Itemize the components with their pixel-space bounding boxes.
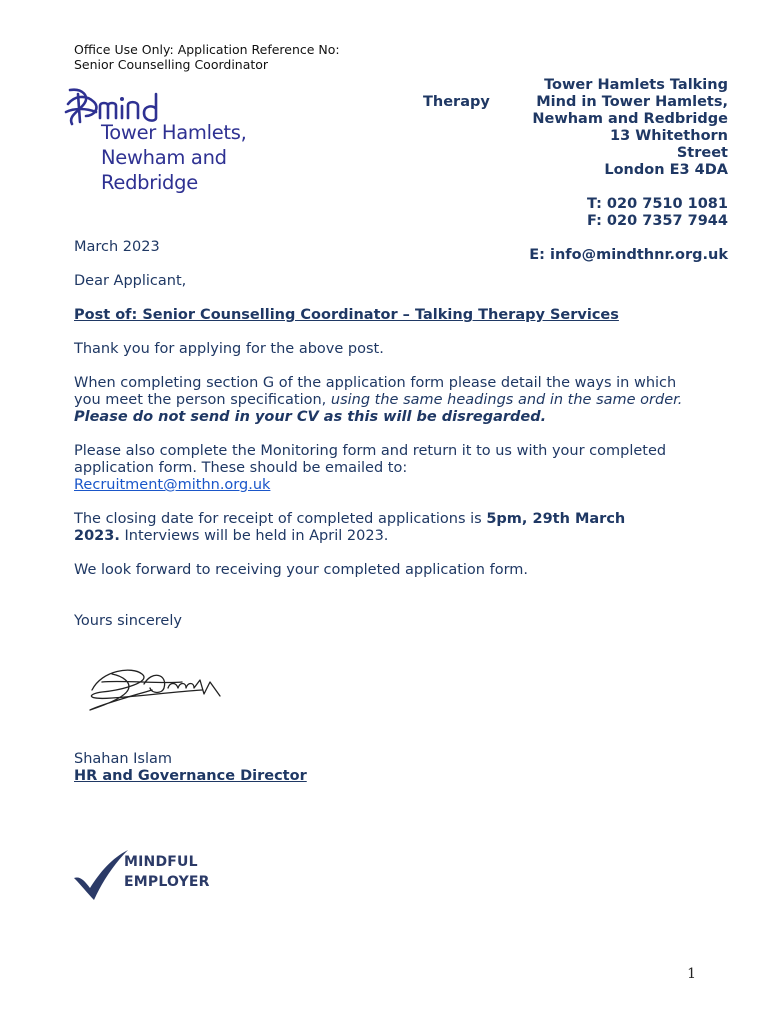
mindful-employer-logo (72, 848, 212, 904)
closing: Yours sincerely (74, 613, 182, 629)
page-number: 1 (687, 966, 696, 982)
section-g-italic: using the same headings and in the same order. (330, 392, 683, 408)
signatory-title: HR and Governance Director (74, 768, 307, 784)
closing-date-text: The closing date for receipt of completed applications is (74, 511, 487, 527)
address-line-2: Mind in Tower Hamlets, (536, 94, 728, 110)
letter-date: March 2023 (74, 239, 160, 255)
checkmark-icon (72, 848, 130, 902)
office-use-line-1: Office Use Only: Application Reference No: (74, 42, 340, 57)
office-use-note (74, 43, 340, 72)
paragraph-section-g (74, 375, 694, 426)
logo-location-line-3: Redbridge (101, 171, 198, 194)
closing-date-2: 2023. (74, 528, 120, 544)
address-fax: F: 020 7357 7944 (586, 213, 728, 229)
logo-location (101, 120, 247, 195)
section-g-text: When completing section G of the application form please detail the ways in which you meet the person specification, (74, 375, 677, 408)
mindful-employer-line-1: MINDFUL (124, 854, 198, 870)
mindful-employer-line-2: EMPLOYER (124, 874, 210, 890)
recruitment-email-link[interactable]: Recruitment@mithn.org.uk (74, 477, 271, 493)
address-phone: T: 020 7510 1081 (586, 196, 728, 212)
organisation-address (529, 77, 728, 264)
signatory-name: Shahan Islam (74, 751, 173, 767)
paragraph-monitoring (74, 443, 694, 494)
address-therapy-word: Therapy (423, 94, 490, 110)
address-email: E: info@mindthnr.org.uk (529, 247, 728, 263)
office-use-line-2: Senior Counselling Coordinator (74, 56, 269, 72)
signature (82, 660, 242, 720)
mind-logo (64, 86, 304, 206)
paragraph-thanks: Thank you for applying for the above post. (74, 341, 384, 357)
logo-location-line-1: Tower Hamlets, (101, 121, 247, 144)
salutation: Dear Applicant, (74, 273, 187, 289)
monitoring-text: Please also complete the Monitoring form and return it to us with your completed application form. These should be emailed to: (74, 443, 667, 476)
paragraph-look-forward: We look forward to receiving your completed application form. (74, 562, 529, 578)
paragraph-closing-date (74, 511, 694, 545)
address-line-3: Newham and Redbridge (532, 111, 728, 127)
interview-text: Interviews will be held in April 2023. (119, 528, 389, 544)
address-line-5: Street (676, 145, 728, 161)
address-line-4: 13 Whitethorn (610, 128, 728, 144)
address-line-6: London E3 4DA (604, 162, 728, 178)
address-line-1: Tower Hamlets Talking (544, 77, 728, 93)
logo-location-line-2: Newham and (101, 146, 227, 169)
post-title: Post of: Senior Counselling Coordinator – Talking Therapy Services (74, 307, 619, 323)
cv-warning: Please do not send in your CV as this will be disregarded. (74, 409, 547, 425)
closing-date-1: 5pm, 29th March (486, 511, 626, 527)
